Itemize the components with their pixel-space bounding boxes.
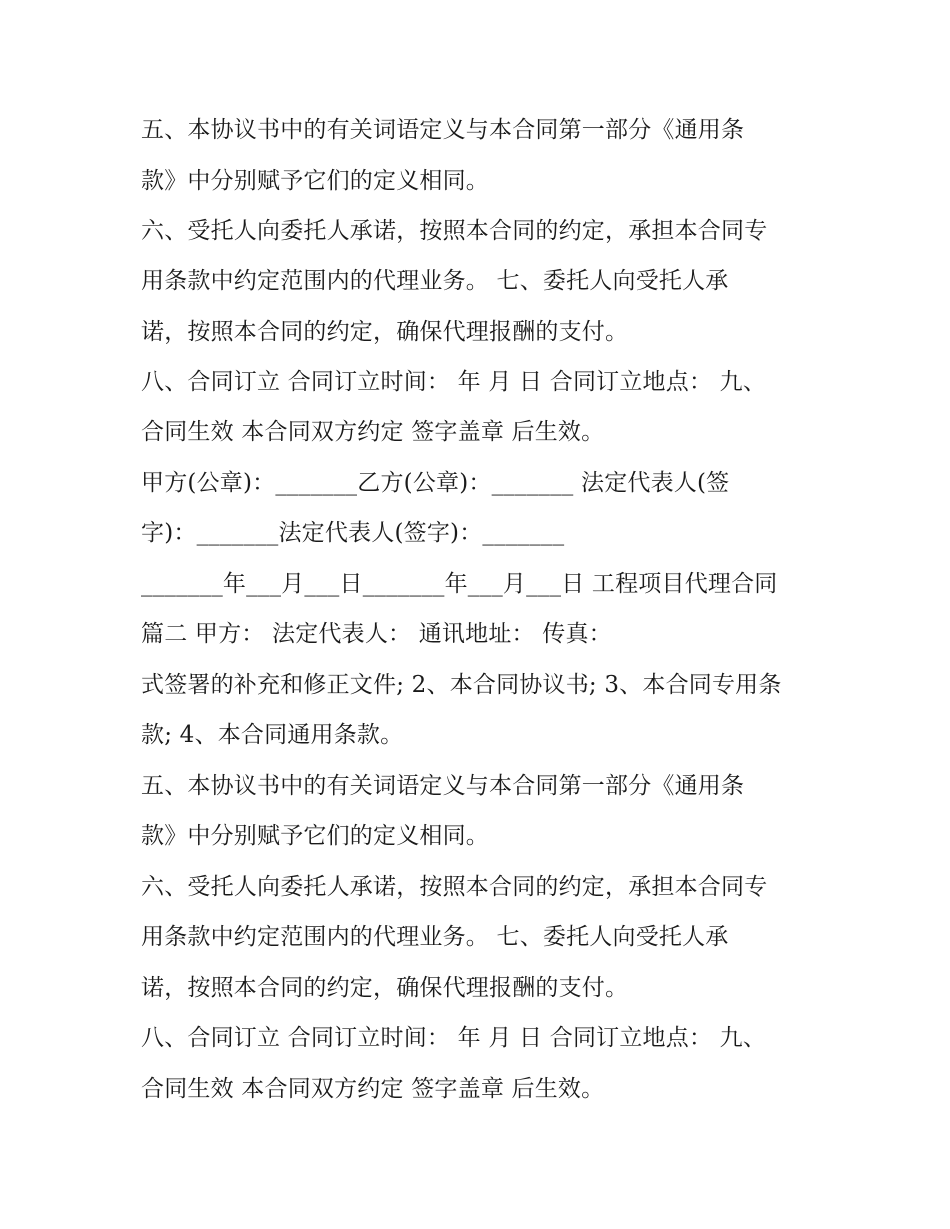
text-line: 式签署的补充和修正文件; 2、本合同协议书; 3、本合同专用条 [141, 672, 782, 698]
text-line: 款》中分别赋予它们的定义相同。 [141, 168, 489, 194]
text-line: 六、受托人向委托人承诺，按照本合同的约定，承担本合同专 [141, 874, 768, 900]
text-line: 款; 4、本合同通用条款。 [141, 722, 404, 748]
text-line: 五、本协议书中的有关词语定义与本合同第一部分《通用条 [141, 117, 745, 143]
text-line: 用条款中约定范围内的代理业务。 七、委托人向受托人承 [141, 268, 729, 294]
text-line: 篇二 甲方： 法定代表人： 通讯地址： 传真： [141, 621, 612, 647]
text-line: 五、本协议书中的有关词语定义与本合同第一部分《通用条 [141, 773, 745, 799]
text-line: 八、合同订立 合同订立时间： 年 月 日 合同订立地点： 九、 [141, 369, 767, 395]
text-line: 用条款中约定范围内的代理业务。 七、委托人向受托人承 [141, 924, 729, 950]
signature-line: 甲方(公章)：_______乙方(公章)：_______ 法定代表人(签 [141, 470, 730, 496]
text-line: 合同生效 本合同双方约定 签字盖章 后生效。 [141, 1076, 605, 1102]
text-line: 诺，按照本合同的约定，确保代理报酬的支付。 [141, 975, 629, 1001]
text-line: 诺，按照本合同的约定，确保代理报酬的支付。 [141, 319, 629, 345]
date-line: _______年___月___日_______年___月___日 工程项目代理合同 [141, 571, 778, 597]
text-line: 合同生效 本合同双方约定 签字盖章 后生效。 [141, 419, 605, 445]
text-line: 六、受托人向委托人承诺，按照本合同的约定，承担本合同专 [141, 218, 768, 244]
text-line: 款》中分别赋予它们的定义相同。 [141, 823, 489, 849]
signature-line: 字)：_______法定代表人(签字)：_______ [141, 520, 565, 546]
text-line: 八、合同订立 合同订立时间： 年 月 日 合同订立地点： 九、 [141, 1025, 767, 1051]
